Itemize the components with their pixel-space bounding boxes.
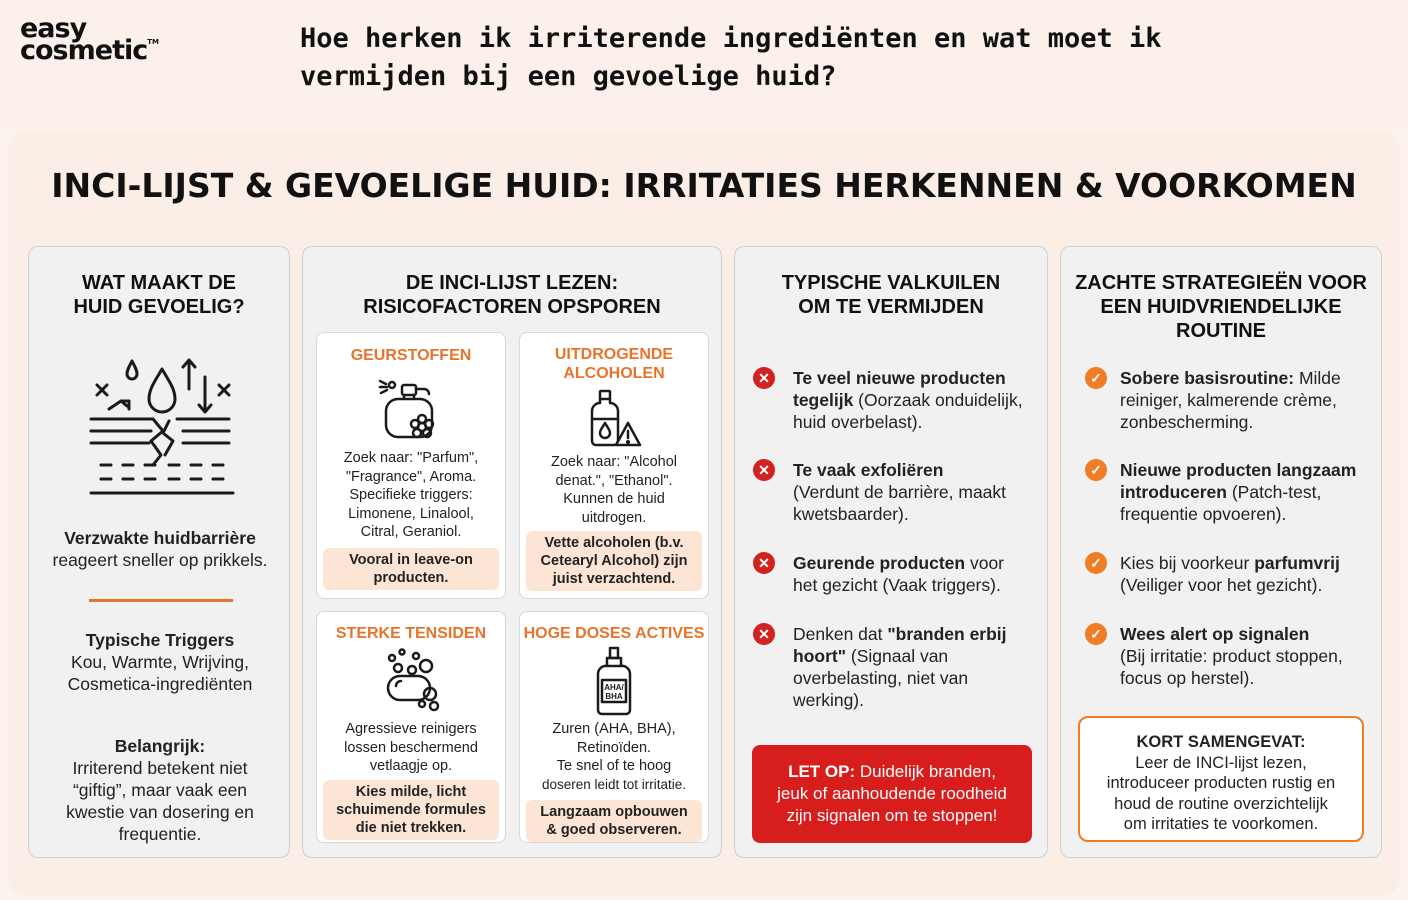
strategy-bold: Wees alert op signalen <box>1120 624 1310 644</box>
card-note-line: Langzaam opbouwen <box>540 804 688 820</box>
strategy-line: Kies bij voorkeur <box>1120 553 1255 573</box>
card-note-line: & goed observeren. <box>546 822 682 838</box>
card-high-dose-actives <box>519 611 709 843</box>
pitfall-line: huid overbelast). <box>793 412 923 432</box>
card-title-line: UITDROGENDE <box>554 346 674 363</box>
column-title <box>29 271 289 319</box>
check-circle-icon: ✓ <box>1085 623 1107 645</box>
card-title: GEURSTOFFEN <box>350 347 472 364</box>
card-line: Retinoïden. <box>576 739 652 756</box>
pitfall-bold: Te vaak exfoliëren <box>793 460 944 480</box>
card-body <box>526 720 702 794</box>
pitfall-line: werking). <box>793 690 864 710</box>
infographic-title: INCI-LIJST & GEVOELIGE HUID: IRRITATIES HERKENNEN & VOORKOMEN <box>51 166 1357 205</box>
strategy-text <box>1120 459 1370 525</box>
column-sensitive-skin <box>28 246 290 858</box>
barrier-bold: Verzwakte huidbarrière <box>64 528 256 548</box>
pitfall-bold: hoort" <box>793 646 847 666</box>
x-circle-icon: ✕ <box>753 623 775 645</box>
summary-box <box>1078 716 1364 842</box>
column-inci-list <box>302 246 722 858</box>
strategy-text <box>1120 623 1370 689</box>
pitfall-line: (Verdunt de barrière, maakt <box>793 482 1007 502</box>
warning-box <box>752 745 1032 843</box>
card-title-line: ALCOHOLEN <box>563 365 665 382</box>
strategy-line: zonbescherming. <box>1120 412 1254 432</box>
bottle-label-line: BHA <box>605 692 623 701</box>
important-line: kwestie van dosering en <box>66 802 254 822</box>
important-title: Belangrijk: <box>114 736 206 756</box>
pitfall-line: het gezicht (Vaak triggers). <box>793 575 1001 595</box>
pitfall-bold: "branden erbij <box>887 624 1007 644</box>
strategy-line: reiniger, kalmerende crème, <box>1120 390 1337 410</box>
strategy-line: frequentie opvoeren). <box>1120 504 1287 524</box>
pitfall-bold: Geurende producten <box>793 553 966 573</box>
card-line: Zoek naar: "Parfum", <box>343 450 479 466</box>
pitfall-line: (Signaal van <box>846 646 949 666</box>
bottle-label-line: AHA/ <box>604 683 624 692</box>
strategy-text <box>1120 367 1370 433</box>
triggers-line: Kou, Warmte, Wrijving, <box>71 652 249 672</box>
card-note-line: Kies milde, licht <box>355 784 467 800</box>
card-line: doseren leidt tot irritatie. <box>541 776 687 792</box>
card-title <box>520 345 708 383</box>
strategy-line: focus op herstel). <box>1120 668 1255 688</box>
soap-bubbles-icon <box>378 648 444 714</box>
triggers-title: Typische Triggers <box>85 630 235 650</box>
pitfall-text <box>793 623 1043 711</box>
column-title-line: TYPISCHE VALKUILEN <box>781 272 1001 294</box>
column-title-line: ZACHTE STRATEGIEËN VOOR <box>1075 272 1367 294</box>
perfume-bottle-icon <box>376 371 446 443</box>
strategy-text <box>1120 552 1370 596</box>
column-title <box>735 271 1047 319</box>
pitfall-line: Denken dat <box>793 624 888 644</box>
card-fragrances <box>316 332 506 599</box>
divider <box>89 599 233 602</box>
summary-title: KORT SAMENGEVAT: <box>1136 733 1306 751</box>
dropper-bottle-icon <box>594 646 634 716</box>
card-line: lossen beschermend <box>344 739 478 756</box>
important-block <box>37 735 283 845</box>
strategy-line: (Bij irritatie: product stoppen, <box>1120 646 1343 666</box>
card-line: Zoek naar: "Alcohol <box>550 454 678 470</box>
card-drying-alcohols <box>519 332 709 599</box>
warning-line: jeuk of aanhoudende roodheid <box>777 784 1007 803</box>
column-title-line: WAT MAAKT DE <box>81 272 237 294</box>
alcohol-bottle-warning-icon <box>586 389 642 449</box>
pitfall-text <box>793 552 1043 596</box>
important-line: “giftig”, maar vaak een <box>72 780 248 800</box>
card-line: Kunnen de huid <box>563 491 665 507</box>
card-note-line: Vooral in leave-on <box>349 552 473 568</box>
card-line: Limonene, Linalool, <box>348 505 474 522</box>
summary-line: om irritaties te voorkomen. <box>1123 815 1319 833</box>
page-question: Hoe herken ik irriterende ingrediënten en wat moet ik vermijden bij een gevoelige huid? <box>300 23 1162 92</box>
check-circle-icon: ✓ <box>1085 367 1107 389</box>
card-line: denat.", "Ethanol". <box>555 472 673 489</box>
warning-bold: LET OP: <box>788 762 856 781</box>
pitfall-bold: tegelijk <box>793 390 854 410</box>
pitfall-line: (Oorzaak onduidelijk, <box>853 390 1023 410</box>
skin-layers-icon <box>87 349 237 499</box>
card-note <box>323 548 499 590</box>
summary-line: houd de routine overzichtelijk <box>1114 794 1328 813</box>
card-line: uitdrogen. <box>581 509 647 526</box>
check-circle-icon: ✓ <box>1085 552 1107 574</box>
strategy-line: (Patch-test, <box>1226 482 1322 502</box>
strategy-bold: Sobere basisroutine: <box>1120 368 1295 388</box>
barrier-line: reageert sneller op prikkels. <box>52 550 268 570</box>
warning-line: Duidelijk branden, <box>855 762 996 781</box>
warning-line: zijn signalen om te stoppen! <box>786 806 998 825</box>
column-title <box>303 271 721 319</box>
card-note-line: Cetearyl Alcohol) zijn <box>540 553 688 569</box>
card-line: Agressieve reinigers <box>345 721 477 737</box>
summary-line: introduceer producten rustig en <box>1106 774 1336 792</box>
logo-line-1: easy <box>20 13 87 44</box>
card-note-line: juist verzachtend. <box>552 571 676 587</box>
pitfall-bold: Te veel nieuwe producten <box>793 368 1006 388</box>
card-note-line: Vette alcoholen (b.v. <box>544 535 684 551</box>
important-line: Irriterend betekent niet <box>72 758 248 778</box>
column-title-line: OM TE VERMIJDEN <box>798 296 984 318</box>
strategy-line: Milde <box>1294 368 1341 388</box>
card-line: Citral, Geraniol. <box>360 524 462 540</box>
column-title-line: HUID GEVOELIG? <box>73 296 245 318</box>
pitfall-text <box>793 367 1043 433</box>
important-line: frequentie. <box>118 824 202 844</box>
pitfall-text <box>793 459 1043 525</box>
column-title-line: EEN HUIDVRIENDELIJKE <box>1100 296 1342 318</box>
card-line: vetlaagje op. <box>369 758 453 774</box>
triggers-line: Cosmetica-ingrediënten <box>67 674 253 694</box>
column-title <box>1061 271 1381 343</box>
card-line: Te snel of te hoog <box>556 758 672 774</box>
x-circle-icon: ✕ <box>753 552 775 574</box>
card-note-line: die niet trekken. <box>355 820 467 836</box>
card-note-line: schuimende formules <box>336 802 486 818</box>
triggers-block <box>37 629 283 695</box>
column-title-line: DE INCI-LIJST LEZEN: <box>405 272 619 294</box>
x-circle-icon: ✕ <box>753 367 775 389</box>
x-circle-icon: ✕ <box>753 459 775 481</box>
strategy-bold: introduceren <box>1120 482 1227 502</box>
card-note <box>323 780 499 840</box>
strategy-bold: parfumvrij <box>1254 553 1340 573</box>
check-circle-icon: ✓ <box>1085 459 1107 481</box>
easycosmetic-logo[interactable] <box>20 13 159 67</box>
barrier-text <box>37 527 283 571</box>
strategy-bold: Nieuwe producten langzaam <box>1120 460 1357 480</box>
column-title-line: ROUTINE <box>1176 320 1266 342</box>
logo-line-2: cosmetic <box>20 35 148 67</box>
card-line: "Fragrance", Aroma. <box>345 468 477 485</box>
card-note <box>526 531 702 591</box>
card-title: HOGE DOSES ACTIVES <box>523 625 705 642</box>
column-title-line: RISICOFACTOREN OPSPOREN <box>363 296 661 318</box>
card-line: Specifieke triggers: <box>349 487 473 503</box>
card-body <box>323 449 499 542</box>
summary-line: Leer de INCI-lijst lezen, <box>1135 753 1307 772</box>
card-strong-surfactants <box>316 611 506 843</box>
pitfall-line: overbelasting, niet van <box>793 668 969 688</box>
logo-trademark: TM <box>147 38 159 47</box>
card-body <box>323 720 499 776</box>
pitfall-line: voor <box>965 553 1005 573</box>
card-title: STERKE TENSIDEN <box>335 625 487 642</box>
pitfall-line: kwetsbaarder). <box>793 504 909 524</box>
card-note <box>526 800 702 842</box>
card-body <box>526 453 702 527</box>
card-line: Zuren (AHA, BHA), <box>552 721 676 737</box>
card-note-line: producten. <box>373 570 449 586</box>
strategy-line: (Veiliger voor het gezicht). <box>1120 575 1323 595</box>
